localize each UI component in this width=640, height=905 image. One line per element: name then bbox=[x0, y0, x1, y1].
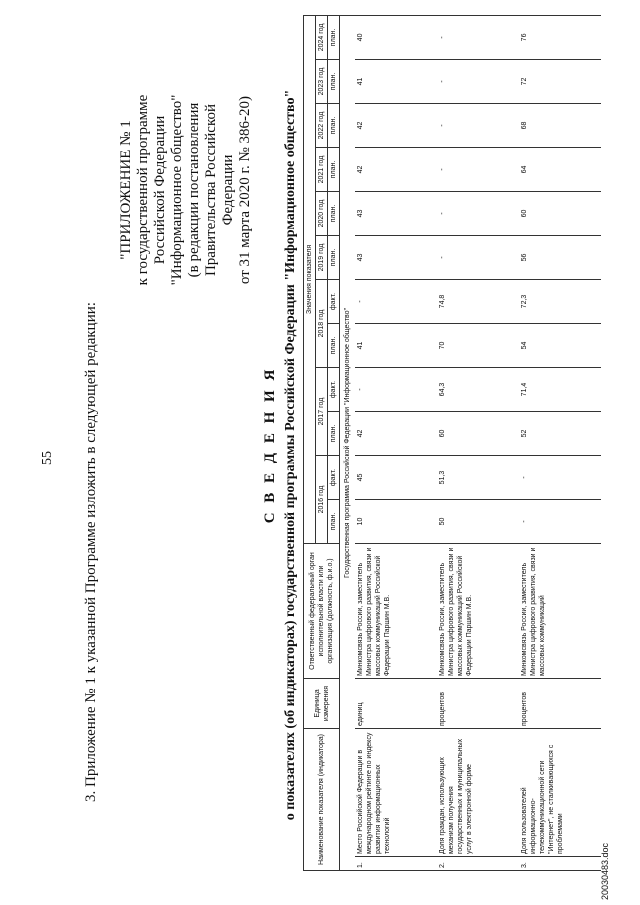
row-number: 2. bbox=[437, 857, 519, 871]
table-row bbox=[355, 15, 437, 870]
row-value: - bbox=[437, 148, 519, 192]
header-responsible: Ответственный федеральный орган исполнительной власти или организация (должность, ф.и.о.) bbox=[304, 544, 340, 679]
header-year: 2019 год bbox=[316, 236, 328, 280]
row-value: - bbox=[437, 236, 519, 280]
row-value: 41 bbox=[355, 60, 437, 104]
header-year: 2023 год bbox=[316, 60, 328, 104]
header-year: 2022 год bbox=[316, 104, 328, 148]
row-responsible: Минкомсвязь России, заместитель Министра цифрового развития, связи и массовых коммуникаций bbox=[519, 544, 601, 679]
header-year: 2017 год bbox=[316, 368, 328, 456]
document-title: С В Е Д Е Н И Я bbox=[262, 366, 278, 524]
appendix-line: "Информационное общество" bbox=[169, 94, 185, 286]
row-value: 43 bbox=[355, 192, 437, 236]
row-unit: единиц bbox=[355, 679, 437, 729]
row-value: 52 bbox=[519, 412, 601, 456]
row-value: - bbox=[355, 280, 437, 324]
row-value: 71,4 bbox=[519, 368, 601, 412]
row-value: 50 bbox=[437, 500, 519, 544]
row-value: - bbox=[437, 15, 519, 59]
document-subtitle: о показателях (об индикаторах) государственной программы Российской Федерации "Информационное общество" bbox=[283, 89, 298, 821]
row-value: 76 bbox=[519, 15, 601, 59]
row-value: 42 bbox=[355, 412, 437, 456]
section-row bbox=[340, 15, 356, 870]
row-value: 68 bbox=[519, 104, 601, 148]
row-value: 51,3 bbox=[437, 456, 519, 500]
appendix-line: (в редакции постановления bbox=[186, 102, 202, 278]
row-value: 41 bbox=[355, 324, 437, 368]
row-value: 40 bbox=[355, 15, 437, 59]
intro-text: 3. Приложение № 1 к указанной Программе изложить в следующей редакции: bbox=[83, 302, 99, 802]
row-number: 3. bbox=[519, 857, 601, 871]
document-footer: 20030483.doc bbox=[600, 842, 610, 900]
row-value: - bbox=[355, 368, 437, 412]
row-value: - bbox=[519, 456, 601, 500]
appendix-block bbox=[118, 75, 254, 305]
header-sub: план. bbox=[328, 15, 340, 59]
header-year: 2021 год bbox=[316, 148, 328, 192]
header-sub: план. bbox=[328, 60, 340, 104]
header-sub: факт. bbox=[328, 456, 340, 500]
row-value: 45 bbox=[355, 456, 437, 500]
header-sub: план. bbox=[328, 104, 340, 148]
page-number: 55 bbox=[40, 451, 55, 465]
row-value: 64,3 bbox=[437, 368, 519, 412]
section-title: Государственная программа Российской Федерации "Информационное общество" bbox=[340, 15, 356, 870]
row-value: 60 bbox=[437, 412, 519, 456]
header-year: 2024 год bbox=[316, 15, 328, 59]
row-value: - bbox=[437, 104, 519, 148]
header-sub: план. bbox=[328, 324, 340, 368]
header-unit: Единица измерения bbox=[304, 679, 340, 729]
row-value: 43 bbox=[355, 236, 437, 280]
header-row-1 bbox=[304, 15, 316, 870]
row-value: 72 bbox=[519, 60, 601, 104]
appendix-line: от 31 марта 2020 г. № 386-20) bbox=[237, 95, 253, 285]
row-value: 72,3 bbox=[519, 280, 601, 324]
row-value: 42 bbox=[355, 104, 437, 148]
header-sub: факт. bbox=[328, 280, 340, 324]
row-responsible: Минкомсвязь России, заместитель Министра цифрового развития, связи и массовых коммуникаций Российской Федерации Паршин М.В. bbox=[437, 544, 519, 679]
row-value: - bbox=[519, 500, 601, 544]
header-sub: план. bbox=[328, 148, 340, 192]
header-sub: план. bbox=[328, 236, 340, 280]
table-row bbox=[519, 15, 601, 870]
row-value: - bbox=[437, 192, 519, 236]
row-unit: процентов bbox=[519, 679, 601, 729]
row-value: 42 bbox=[355, 148, 437, 192]
row-number: 1. bbox=[355, 857, 437, 871]
header-sub: план. bbox=[328, 412, 340, 456]
appendix-line: Правительства Российской Федерации bbox=[203, 103, 236, 277]
row-value: 74,8 bbox=[437, 280, 519, 324]
row-value: - bbox=[437, 60, 519, 104]
table-row bbox=[437, 15, 519, 870]
row-value: 54 bbox=[519, 324, 601, 368]
header-year: 2016 год bbox=[316, 456, 328, 544]
row-value: 70 bbox=[437, 324, 519, 368]
appendix-line: Российской Федерации bbox=[152, 115, 168, 265]
header-sub: план. bbox=[328, 192, 340, 236]
header-sub: факт. bbox=[328, 368, 340, 412]
row-name: Доля пользователей информационно-телекоммуникационной сети "Интернет", не сталкивающихся с проблемами bbox=[519, 729, 601, 857]
row-responsible: Минкомсвязь России, заместитель Министра цифрового развития, связи и массовых коммуникаций Российской Федерации Паршин М.В. bbox=[355, 544, 437, 679]
indicators-table bbox=[303, 15, 601, 871]
appendix-line: "ПРИЛОЖЕНИЕ № 1 bbox=[118, 120, 134, 260]
row-value: 56 bbox=[519, 236, 601, 280]
header-name: Наименование показателя (индикатора) bbox=[304, 729, 340, 871]
row-value: 10 bbox=[355, 500, 437, 544]
header-sub: план. bbox=[328, 500, 340, 544]
row-value: 60 bbox=[519, 192, 601, 236]
row-name: Доля граждан, использующих механизм получения государственных и муниципальных услуг в электронной форме bbox=[437, 729, 519, 857]
header-year: 2020 год bbox=[316, 192, 328, 236]
appendix-line: к государственной программе bbox=[135, 94, 151, 286]
row-unit: процентов bbox=[437, 679, 519, 729]
header-year: 2018 год bbox=[316, 280, 328, 368]
row-name: Место Российской Федерации в международном рейтинге по индексу развития информационных технологий bbox=[355, 729, 437, 857]
row-value: 64 bbox=[519, 148, 601, 192]
header-values-group: Значения показателя bbox=[304, 15, 316, 543]
